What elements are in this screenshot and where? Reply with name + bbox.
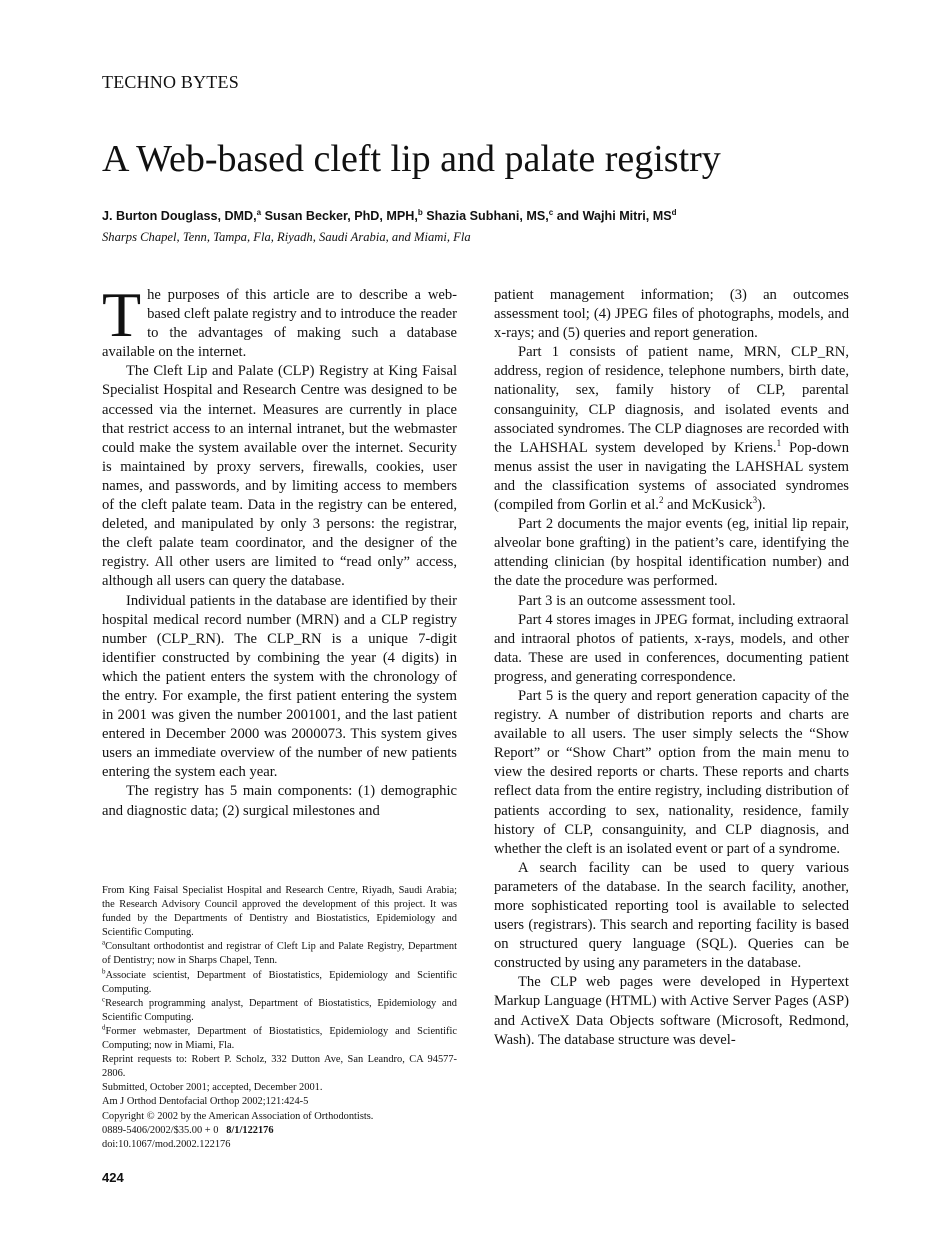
reference-mark: 1 — [776, 437, 782, 448]
author-name: and Wajhi Mitri, MS — [556, 209, 672, 224]
paragraph: Part 4 stores images in JPEG format, including extraoral and intraoral photos of patients, x-rays, models, and other data. These are used in conferences, documenting patient progress, and generating correspondence. — [494, 611, 849, 685]
body-column-right — [494, 286, 849, 1050]
page-number: 424 — [102, 1170, 124, 1185]
footnote: $^c$Research programming analyst, Department of Biostatistics, Epidemiology and Scientific Computing. — [102, 995, 457, 1023]
section-label: TECHNO BYTES — [102, 72, 239, 92]
footnote: $^a$Consultant orthodontist and registrar of Cleft Lip and Palate Registry, Department of Dentistry; now in Sharps Chapel, Tenn. — [102, 938, 457, 967]
reference-mark: 3 — [752, 495, 758, 506]
article-title: A Web-based cleft lip and palate registry — [102, 138, 721, 180]
footnote: Submitted, October 2001; accepted, December 2001. — [102, 1082, 323, 1094]
paragraph: The Cleft Lip and Palate (CLP) Registry at King Faisal Specialist Hospital and Research Centre was designed to be accessed via the internet. Measures are currently in place that restrict access to an internal intranet, but the webmaster could make the system available over the internet. Security is maintained by proxy servers, firewalls, cookies, user names, and passwords, and by limiting access to members of the cleft palate team. Data in the registry can be entered, deleted, and manipulated by only 3 persons: the registrar, the cleft palate team coordinator, and the designer of the registry. All other users are limited to “read only” access, although all users can query the database. — [102, 363, 457, 590]
paragraph: The purposes of this article are to describe a web-based cleft palate registry and to introduce the reader to the advantages of making such a database available on the internet. — [102, 279, 457, 361]
footnote: From King Faisal Specialist Hospital and Research Centre, Riyadh, Saudi Arabia; the Research Advisory Council approved the development of this project. It was funded by the Departments of Dentistry and Biostatistics, Epidemiology and Scientific Computing. — [102, 885, 457, 939]
footnote: $^d$Former webmaster, Department of Biostatistics, Epidemiology and Scientific Computing; now in Miami, Fla. — [102, 1023, 457, 1052]
author-mark: b — [417, 208, 423, 217]
paragraph: Part 5 is the query and report generation capacity of the registry. A number of distribution reports and charts are available to all users. The user simply selects the “Show Report” or “Show Chart” option from the main menu to view the desired reports or charts. These reports and charts reflect data from the entire registry, including distribution of patients according to sex, nationality, residence, family history of CLP, consanguinity, and CLP diagnosis, and whether the cleft is an isolated event or part of a syndrome. — [494, 687, 849, 857]
footnote: 0889-5406/2002/$35.00 + 0 8/1/122176 — [102, 1124, 274, 1136]
footnote: Reprint requests to: Robert P. Scholz, 332 Dutton Ave, San Leandro, CA 94577-2806. — [102, 1054, 457, 1080]
author-name: J. Burton Douglass, DMD, — [102, 209, 257, 224]
footnote: Am J Orthod Dentofacial Orthop 2002;121:424-5 — [102, 1096, 309, 1108]
paragraph: Part 2 documents the major events (eg, initial lip repair, alveolar bone grafting) in the patient’s care, identifying the attending clinician (by hospital identification number) and the date the procedure was performed. — [494, 516, 849, 590]
paragraph: Part 3 is an outcome assessment tool. — [518, 592, 736, 609]
author-name: Susan Becker, PhD, MPH, — [264, 209, 418, 224]
footnote: Copyright © 2002 by the American Association of Orthodontists. — [102, 1110, 374, 1122]
footnote: doi:10.1067/mod.2002.122176 — [102, 1138, 231, 1150]
affiliation-line: Sharps Chapel, Tenn, Tampa, Fla, Riyadh, Saudi Arabia, and Miami, Fla — [102, 230, 471, 244]
paragraph: The registry has 5 main components: (1) demographic and diagnostic data; (2) surgical milestones and — [102, 783, 457, 819]
body-column-left — [102, 279, 457, 821]
author-name: Shazia Subhani, MS, — [426, 209, 549, 224]
drop-cap: T — [102, 279, 142, 350]
author-mark: d — [671, 208, 677, 217]
paragraph: The CLP web pages were developed in Hypertext Markup Language (HTML) with Active Server Pages (ASP) and ActiveX Data Objects software (Microsoft, Redmond, Wash). The database structure was devel- — [494, 974, 849, 1048]
footnotes — [102, 884, 457, 1152]
author-list — [102, 208, 862, 225]
reference-mark: 2 — [658, 495, 664, 506]
footnote: $^b$Associate scientist, Department of Biostatistics, Epidemiology and Scientific Computing. — [102, 967, 457, 995]
paragraph: Part 1 consists of patient name, MRN, CLP_RN, address, region of residence, telephone numbers, birth date, nationality, sex, family history of CLP, parental consanguinity, CLP diagnosis, and isolated events and associated syndromes. The CLP diagnoses are recorded with the LAHSHAL system developed by Kriens.$^1$ Pop-down menus assist the user in navigating the LAHSHAL system and the classification systems of associated syndromes (compiled from Gorlin et al.$^2$ and McKusick$^3$). — [494, 344, 849, 514]
author-mark: a — [256, 208, 262, 217]
paragraph: patient management information; (3) an outcomes assessment tool; (4) JPEG files of photographs, models, and x-rays; and (5) queries and report generation. — [494, 287, 849, 342]
paragraph: Individual patients in the database are identified by their hospital medical record number (MRN) and a CLP registry number (CLP_RN). The CLP_RN is a unique 7-digit identifier constructed by combining the year (4 digits) in which the patient enters the system with the chronology of the entry. For example, the first patient entering the system in 2001 was given the number 2001001, and the last patient entered in December 2000 was 2000073. This system gives users an immediate overview of the number of new patients entering the system each year. — [102, 592, 457, 781]
paragraph: A search facility can be used to query various parameters of the database. In the search facility, another, more sophisticated reporting tool is available to selected users (registrars). This search and reporting facility is based on structured query language (SQL). Queries can be constructed by using any parameters in the database. — [494, 859, 849, 972]
author-mark: c — [548, 208, 554, 217]
